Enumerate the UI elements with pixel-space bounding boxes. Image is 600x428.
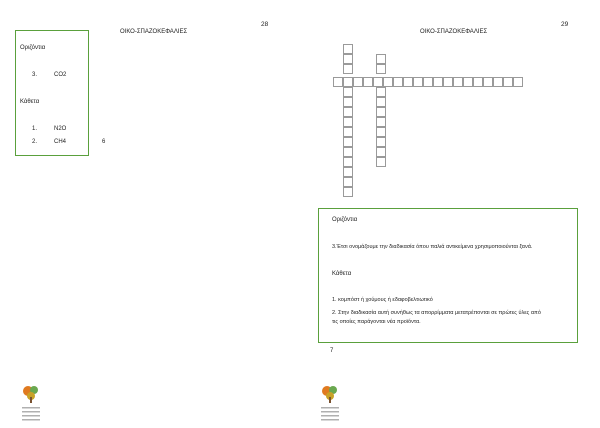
right-across-item: 3.Έτσι ονομάζουμε την διαδικασία όπου παλιά αντικείμενα χρησιμοποιούνται ξανά. xyxy=(332,244,533,250)
crossword-cell-across[interactable] xyxy=(333,77,343,87)
right-page-number: 29 xyxy=(561,21,569,28)
left-clues-box xyxy=(15,30,89,156)
crossword-cell-down-2[interactable] xyxy=(376,64,386,74)
crossword-cell-down-1[interactable] xyxy=(343,107,353,117)
right-down-item-2-line2: τις οποίες παράγονται νέα προϊόντα. xyxy=(332,319,421,325)
crossword-cell-down-2[interactable] xyxy=(376,147,386,157)
crossword-cell-down-1[interactable] xyxy=(343,137,353,147)
right-down-item-1: 1. κομπόστ ή χούμους ή εδαφοβελτιωτικό xyxy=(332,297,433,303)
crossword-cell-down-1[interactable] xyxy=(343,187,353,197)
crossword-cell-across[interactable] xyxy=(403,77,413,87)
across-label: Οριζόντια xyxy=(20,45,46,51)
tree-logo-icon xyxy=(319,383,341,423)
crossword-cell-across[interactable] xyxy=(443,77,453,87)
down-item-1-text: N2O xyxy=(54,126,67,132)
left-page-number: 28 xyxy=(261,21,269,28)
crossword-cell-down-2[interactable] xyxy=(376,137,386,147)
crossword-cell-across[interactable] xyxy=(393,77,403,87)
crossword-cell-across[interactable] xyxy=(383,77,393,87)
across-item-text: CO2 xyxy=(54,72,67,78)
right-page-header: ΟΙΚΟ-ΣΠΑΖΟΚΕΦΑΛΙΕΣ xyxy=(420,29,488,35)
crossword-cell-across[interactable] xyxy=(353,77,363,87)
crossword-cell-down-1[interactable] xyxy=(343,177,353,187)
crossword-cell-across[interactable] xyxy=(463,77,473,87)
crossword-cell-across[interactable] xyxy=(513,77,523,87)
crossword-cell-down-1[interactable] xyxy=(343,44,353,54)
down-item-2-text: CH4 xyxy=(54,139,67,145)
crossword-cell-down-1[interactable] xyxy=(343,64,353,74)
crossword-cell-across[interactable] xyxy=(433,77,443,87)
right-down-label: Κάθετα xyxy=(332,271,352,277)
right-footer-number: 7 xyxy=(330,348,334,354)
across-item-num: 3. xyxy=(32,72,38,78)
crossword-cell-down-1[interactable] xyxy=(343,167,353,177)
crossword-cell-down-1[interactable] xyxy=(343,97,353,107)
crossword-cell-across[interactable] xyxy=(503,77,513,87)
left-margin-number: 6 xyxy=(102,139,106,145)
crossword-cell-across[interactable] xyxy=(483,77,493,87)
left-page-header: ΟΙΚΟ-ΣΠΑΖΟΚΕΦΑΛΙΕΣ xyxy=(120,29,188,35)
down-item-1-num: 1. xyxy=(32,126,38,132)
crossword-cell-down-2[interactable] xyxy=(376,117,386,127)
right-clues-box xyxy=(318,208,578,343)
crossword-cell-across[interactable] xyxy=(493,77,503,87)
crossword-cell-down-1[interactable] xyxy=(343,54,353,64)
crossword-cell-down-1[interactable] xyxy=(343,147,353,157)
tree-logo-icon xyxy=(20,383,42,423)
down-item-2-num: 2. xyxy=(32,139,38,145)
right-down-item-2-line1: 2. Στην διαδικασία αυτή συνήθως τα απορρίμματα μετατρέπονται σε πρώτες ύλες από xyxy=(332,310,541,316)
crossword-cell-down-2[interactable] xyxy=(376,157,386,167)
crossword-cell-down-1[interactable] xyxy=(343,157,353,167)
crossword-cell-down-2[interactable] xyxy=(376,107,386,117)
crossword-cell-down-2[interactable] xyxy=(376,54,386,64)
crossword-cell-down-2[interactable] xyxy=(376,127,386,137)
crossword-cell-down-1[interactable] xyxy=(343,127,353,137)
crossword-cell-across[interactable] xyxy=(473,77,483,87)
crossword-cell-across[interactable] xyxy=(413,77,423,87)
crossword-cell-across[interactable] xyxy=(343,77,353,87)
crossword-cell-across[interactable] xyxy=(453,77,463,87)
crossword-cell-down-2[interactable] xyxy=(376,97,386,107)
crossword-cell-across[interactable] xyxy=(423,77,433,87)
down-label: Κάθετα xyxy=(20,99,40,105)
right-across-label: Οριζόντια xyxy=(332,217,358,223)
crossword-cell-across[interactable] xyxy=(363,77,373,87)
crossword-cell-across[interactable] xyxy=(373,77,383,87)
crossword-cell-down-1[interactable] xyxy=(343,117,353,127)
crossword-cell-down-1[interactable] xyxy=(343,87,353,97)
crossword-cell-down-2[interactable] xyxy=(376,87,386,97)
